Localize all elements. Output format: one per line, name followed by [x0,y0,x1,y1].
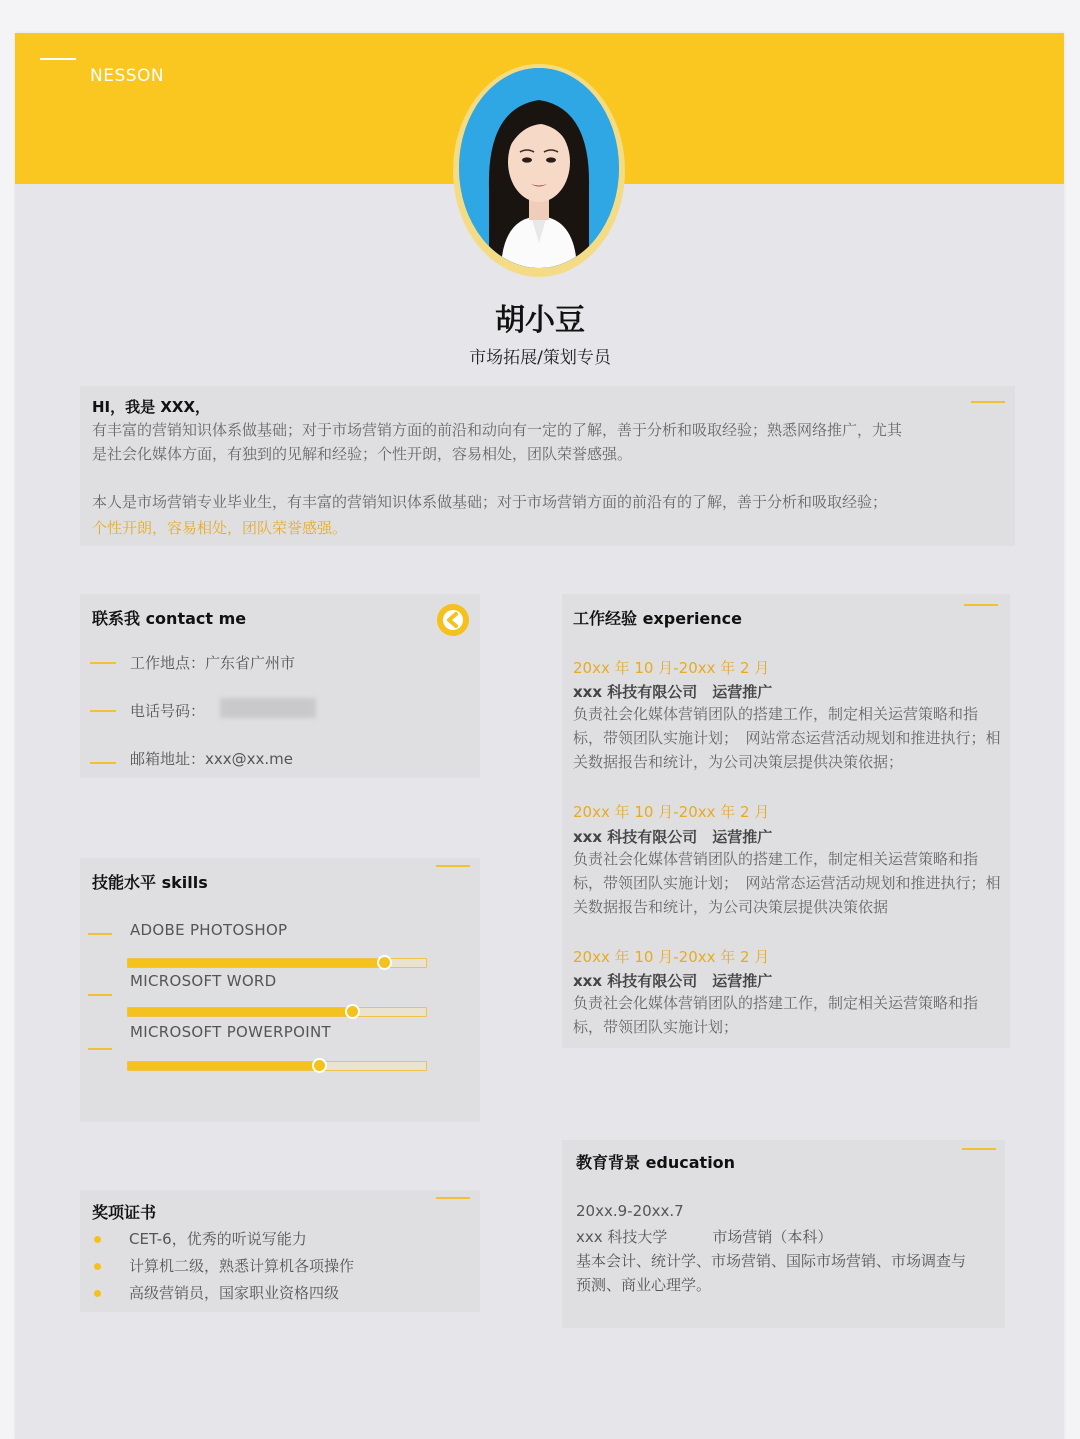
candidate-role: 市场拓展/策划专员 [469,348,611,368]
skill-name: MICROSOFT POWERPOINT [130,1023,331,1041]
skills-title: 技能水平 skills [92,873,208,892]
skill-name: ADOBE PHOTOSHOP [130,921,288,939]
education-courses: 预测、商业心理学。 [576,1276,712,1294]
experience-date: 20xx 年 10 月-20xx 年 2 月 [573,948,770,966]
contact-section [80,594,480,778]
skill-bar-handle [345,1004,360,1019]
contact-phone-text: 电话号码： [130,702,206,720]
skill-dash [88,994,112,996]
award-text: 计算机二级，熟悉计算机各项操作 [129,1257,355,1275]
experience-title: 工作经验 experience [573,609,743,628]
contact-collapse-button[interactable] [437,604,469,636]
experience-company: xxx 科技有限公司 运营推广 [573,972,773,990]
skill-bar-handle [312,1058,327,1073]
skill-bar [127,958,427,968]
award-item [92,1255,472,1277]
award-item [92,1228,472,1250]
bullet-icon [94,1236,101,1243]
awards-title: 奖项证书 [92,1203,157,1222]
bullet-icon [94,1290,101,1297]
contact-dash [90,710,116,712]
award-text: 高级营销员，国家职业资格四级 [129,1284,340,1302]
section-dash [964,604,998,606]
award-text: CET-6，优秀的听说写能力 [129,1230,307,1248]
contact-title: 联系我 contact me [92,609,247,628]
skill-dash [88,933,112,935]
awards-section [80,1190,480,1312]
intro-greeting: HI，我是 XXX， [92,398,211,416]
education-courses: 基本会计、统计学、市场营销、国际市场营销、市场调查与 [576,1252,967,1270]
experience-date: 20xx 年 10 月-20xx 年 2 月 [573,659,770,677]
chevron-left-icon [437,604,469,636]
contact-email-text: 邮箱地址：xxx@xx.me [130,750,293,768]
contact-dash [90,762,116,764]
brand-dash [40,58,76,60]
skill-dash [88,1048,112,1050]
experience-description: 负责社会化媒体营销团队的搭建工作，制定相关运营策略和指标，带领团队实施计划； 网站常态运营活动规划和推进执行；相关数据报告和统计，为公司决策层提供决策依据 [573,850,1001,916]
experience-description: 负责社会化媒体营销团队的搭建工作，制定相关运营策略和指标，带领团队实施计划； 网站常态运营活动规划和推进执行；相关数据报告和统计，为公司决策层提供决策依据； [573,705,1001,771]
section-dash [436,1197,470,1199]
contact-location-text: 工作地点：广东省广州市 [130,654,296,672]
experience-company: xxx 科技有限公司 运营推广 [573,683,773,701]
bullet-icon [94,1263,101,1270]
contact-location [90,652,470,676]
contact-email [90,748,470,772]
intro-section [80,386,1015,546]
experience-section [562,594,1010,1048]
education-title: 教育背景 education [576,1153,736,1172]
experience-description: 负责社会化媒体营销团队的搭建工作，制定相关运营策略和指标，带领团队实施计划； [573,994,979,1036]
skill-bar-fill [128,1008,352,1016]
section-dash [971,401,1005,403]
section-dash [962,1148,996,1150]
award-item [92,1282,472,1304]
skill-name: MICROSOFT WORD [130,972,277,990]
education-period: 20xx.9-20xx.7 [576,1202,684,1220]
skill-bar-handle [377,955,392,970]
skill-bar-fill [128,959,384,967]
avatar [459,68,619,268]
avatar-frame [453,64,625,277]
skill-bar [127,1007,427,1017]
skill-bar-fill [128,1062,319,1070]
experience-company: xxx 科技有限公司 运营推广 [573,828,773,846]
experience-date: 20xx 年 10 月-20xx 年 2 月 [573,803,770,821]
education-school: xxx 科技大学 市场营销（本科） [576,1228,833,1246]
phone-redaction [220,698,316,718]
section-dash [436,865,470,867]
candidate-name: 胡小豆 [495,303,585,338]
skill-bar [127,1061,427,1071]
skills-section [80,858,480,1122]
intro-text-line: 是社会化媒体方面，有独到的见解和经验；个性开朗，容易相处，团队荣誉感强。 [92,445,633,463]
intro-highlight: 个性开朗，容易相处，团队荣誉感强。 [92,519,348,537]
brand-name: NESSON [90,66,165,86]
education-section [562,1140,1005,1328]
intro-text-line: 有丰富的营销知识体系做基础；对于市场营销方面的前沿和动向有一定的了解，善于分析和吸取经验；熟悉网络推广，尤其 [92,421,903,439]
contact-dash [90,662,116,664]
intro-text-line: 本人是市场营销专业毕业生，有丰富的营销知识体系做基础；对于市场营销方面的前沿有的了解，善于分析和吸取经验； [92,493,888,511]
